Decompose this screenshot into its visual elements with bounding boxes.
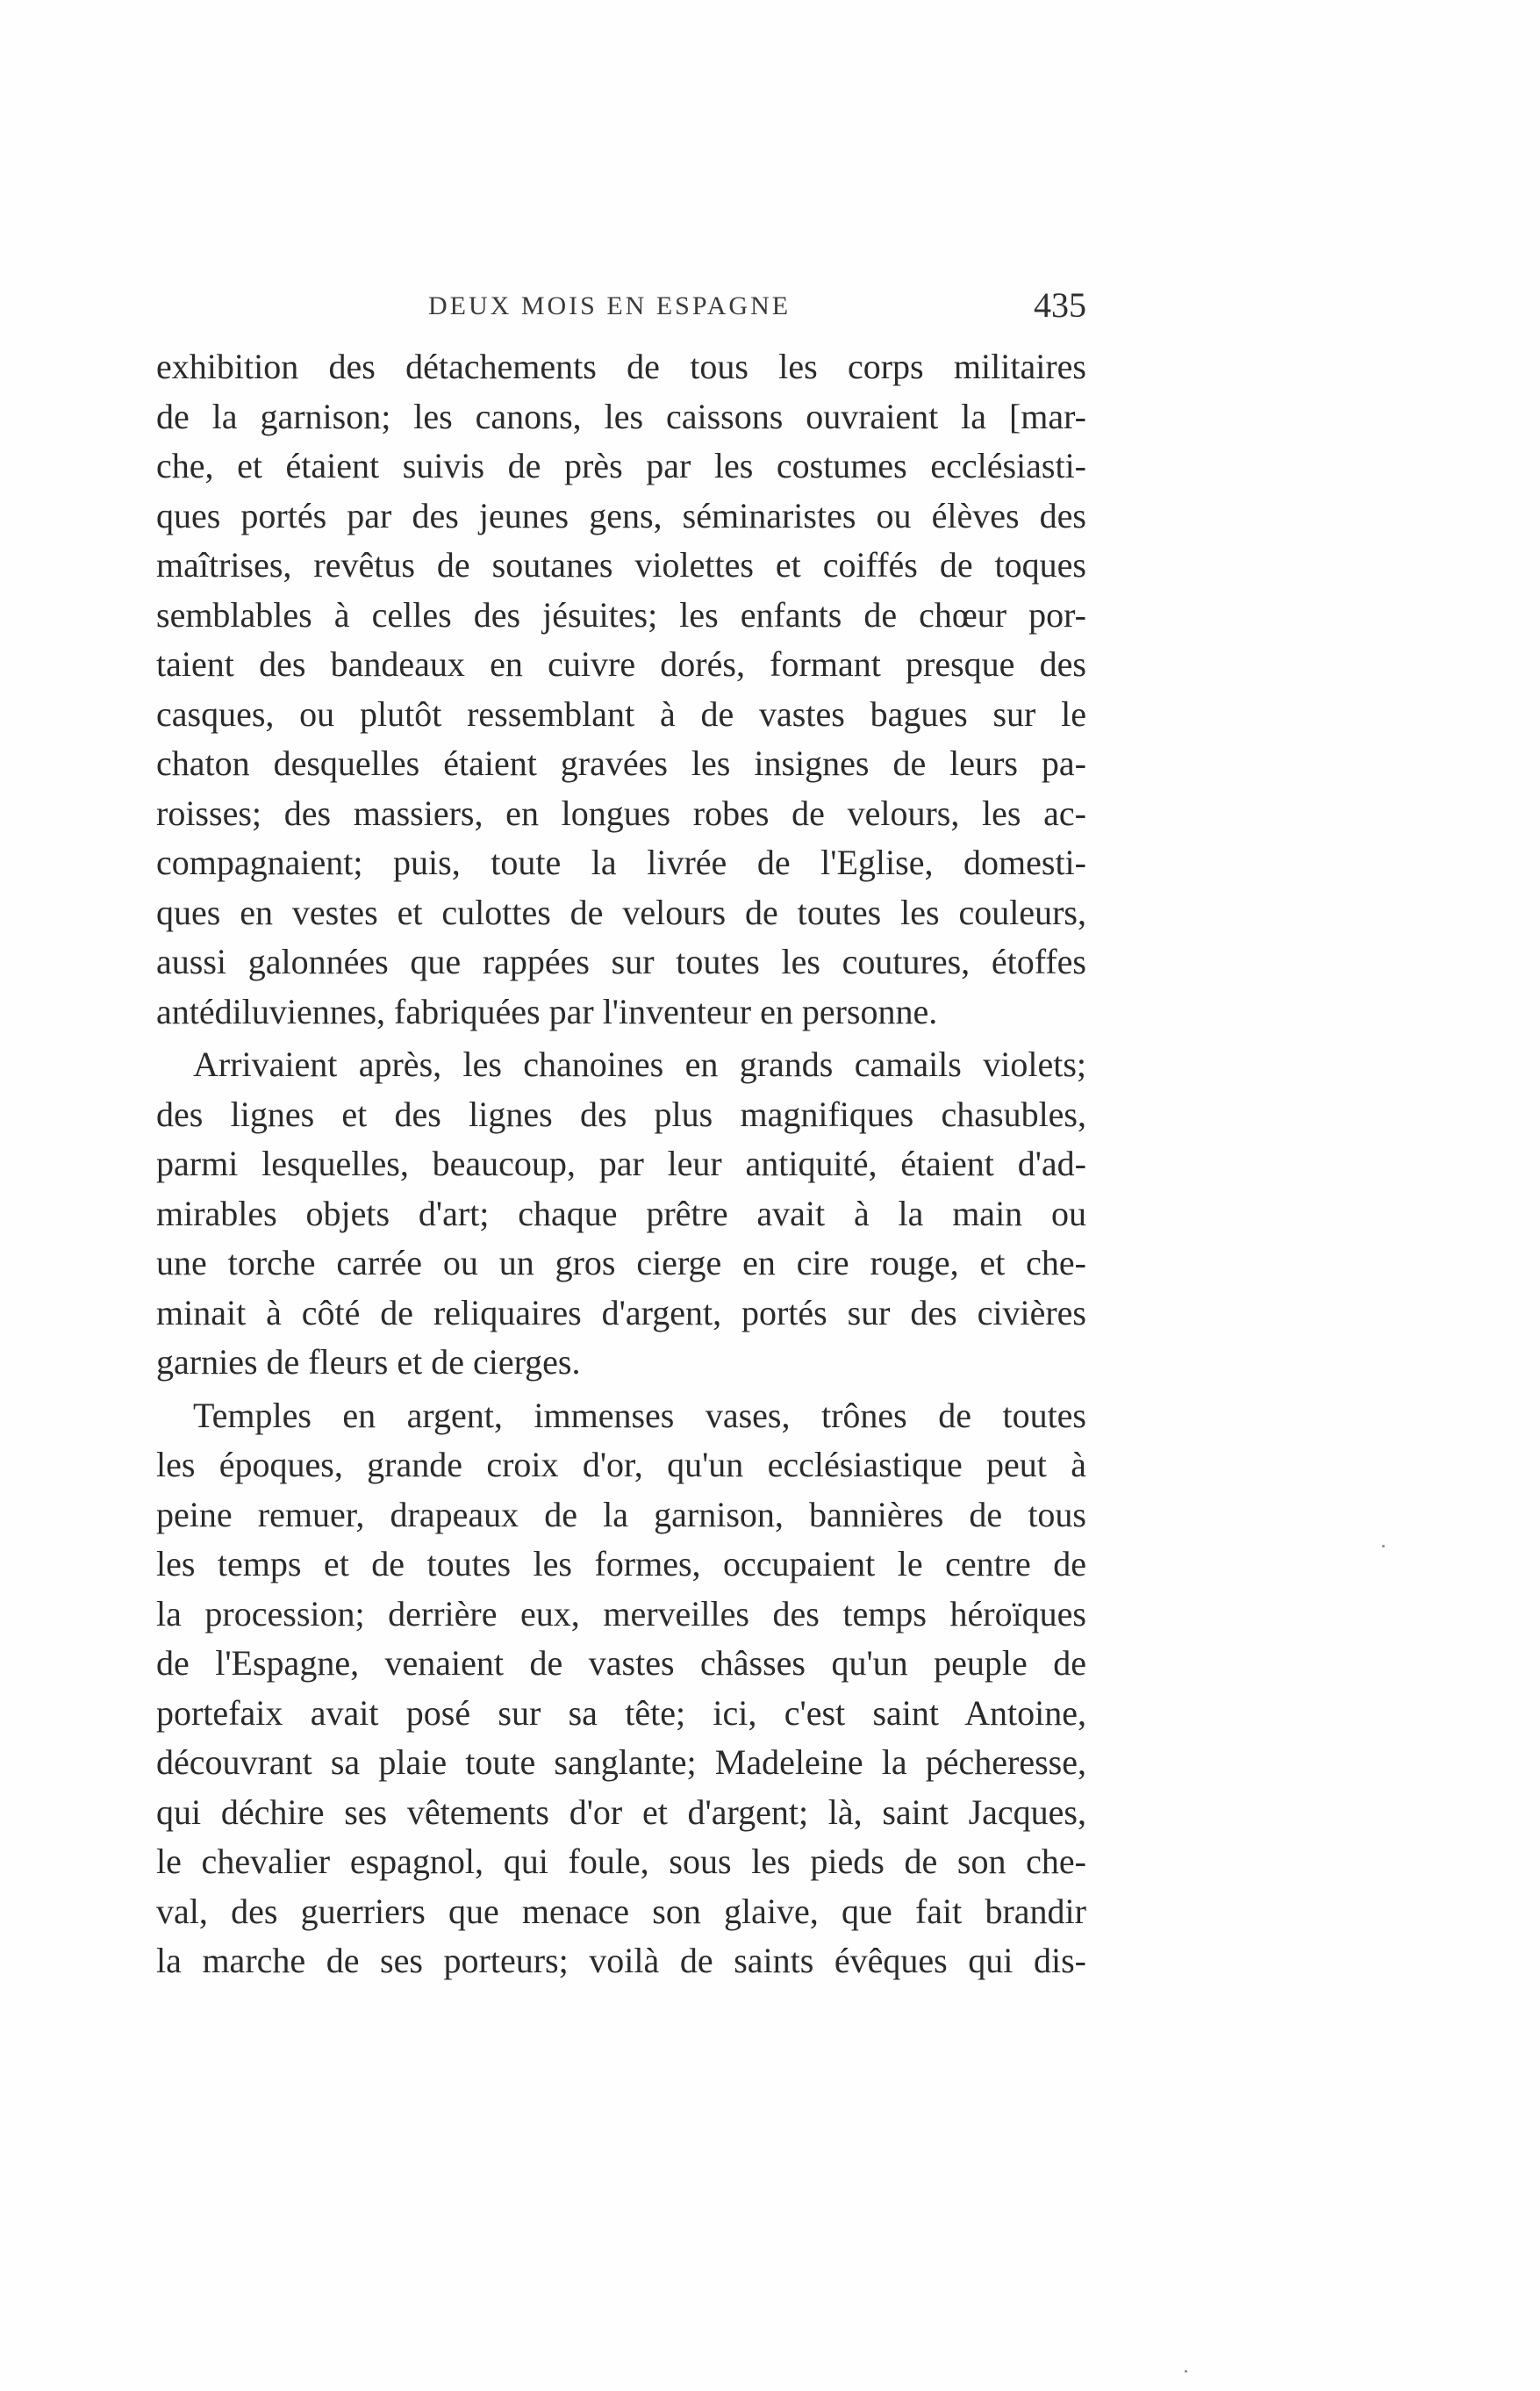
text-line: garnies de fleurs et de cierges. [156,1342,581,1382]
paper-speck [1382,1545,1385,1547]
text-line: peine remuer, drapeaux de la garnison, bannières de tous [156,1494,1086,1534]
text-line: minait à côté de reliquaires d'argent, portés sur des civières [156,1292,1086,1332]
text-line: Temples en argent, immenses vases, trônes de toutes [193,1395,1086,1435]
body-text [156,342,1086,1986]
text-line: la procession; derrière eux, merveilles des temps héroïques [156,1593,1086,1633]
text-line: taient des bandeaux en cuivre dorés, formant presque des [156,644,1086,684]
page-number: 435 [1034,285,1086,325]
text-line: les époques, grande croix d'or, qu'un ecclésiastique peut à [156,1445,1086,1484]
text-line: roisses; des massiers, en longues robes de velours, les ac- [156,793,1086,833]
text-line: une torche carrée ou un gros cierge en cire rouge, et che- [156,1243,1086,1282]
paper-speck [1185,2370,1187,2373]
text-line: qui déchire ses vêtements d'or et d'argent; là, saint Jacques, [156,1791,1086,1832]
text-line: casques, ou plutôt ressemblant à de vastes bagues sur le [156,693,1086,734]
text-line: découvrant sa plaie toute sanglante; Madeleine la pécheresse, [156,1742,1086,1782]
text-line: val, des guerriers que menace son glaive, que fait brandir [156,1891,1086,1931]
text-line: chaton desquelles étaient gravées les insignes de leurs pa- [156,743,1086,783]
text-line: de la garnison; les canons, les caissons ouvraient la [mar- [156,396,1086,436]
text-line: ques en vestes et culottes de velours de toutes les couleurs, [156,892,1086,932]
text-line: le chevalier espagnol, qui foule, sous les pieds de son che- [156,1842,1086,1881]
text-line: de l'Espagne, venaient de vastes châsses qu'un peuple de [156,1643,1086,1683]
text-line: Arrivaient après, les chanoines en grands camails violets; [193,1045,1086,1084]
text-line: ques portés par des jeunes gens, séminaristes ou élèves des [156,495,1086,535]
text-line: des lignes et des lignes des plus magnifiques chasubles, [156,1094,1086,1134]
text-line: compagnaient; puis, toute la livrée de l'Eglise, domesti- [156,843,1086,882]
text-line: semblables à celles des jésuites; les enfants de chœur por- [156,594,1086,635]
text-line: maîtrises, revêtus de soutanes violettes et coiffés de toques [156,545,1086,585]
text-line: exhibition des détachements de tous les corps militaires [156,347,1086,386]
running-head [156,283,1086,335]
text-line: mirables objets d'art; chaque prêtre avait à la main ou [156,1193,1086,1233]
text-line: che, et étaient suivis de près par les costumes ecclésiasti- [156,446,1086,485]
paragraph-2 [156,1040,1086,1388]
text-line: les temps et de toutes les formes, occupaient le centre de [156,1544,1086,1583]
paragraph-1 [156,342,1086,1037]
text-line: parmi lesquelles, beaucoup, par leur antiquité, étaient d'ad- [156,1144,1086,1183]
text-line: antédiluviennes, fabriquées par l'inventeur en personne. [156,991,938,1031]
paragraph-3 [156,1391,1086,1986]
text-line: portefaix avait posé sur sa tête; ici, c'est saint Antoine, [156,1692,1086,1733]
running-title: DEUX MOIS EN ESPAGNE [428,291,791,320]
text-line: la marche de ses porteurs; voilà de saints évêques qui dis- [156,1941,1086,1980]
text-line: aussi galonnées que rappées sur toutes les coutures, étoffes [156,942,1086,981]
